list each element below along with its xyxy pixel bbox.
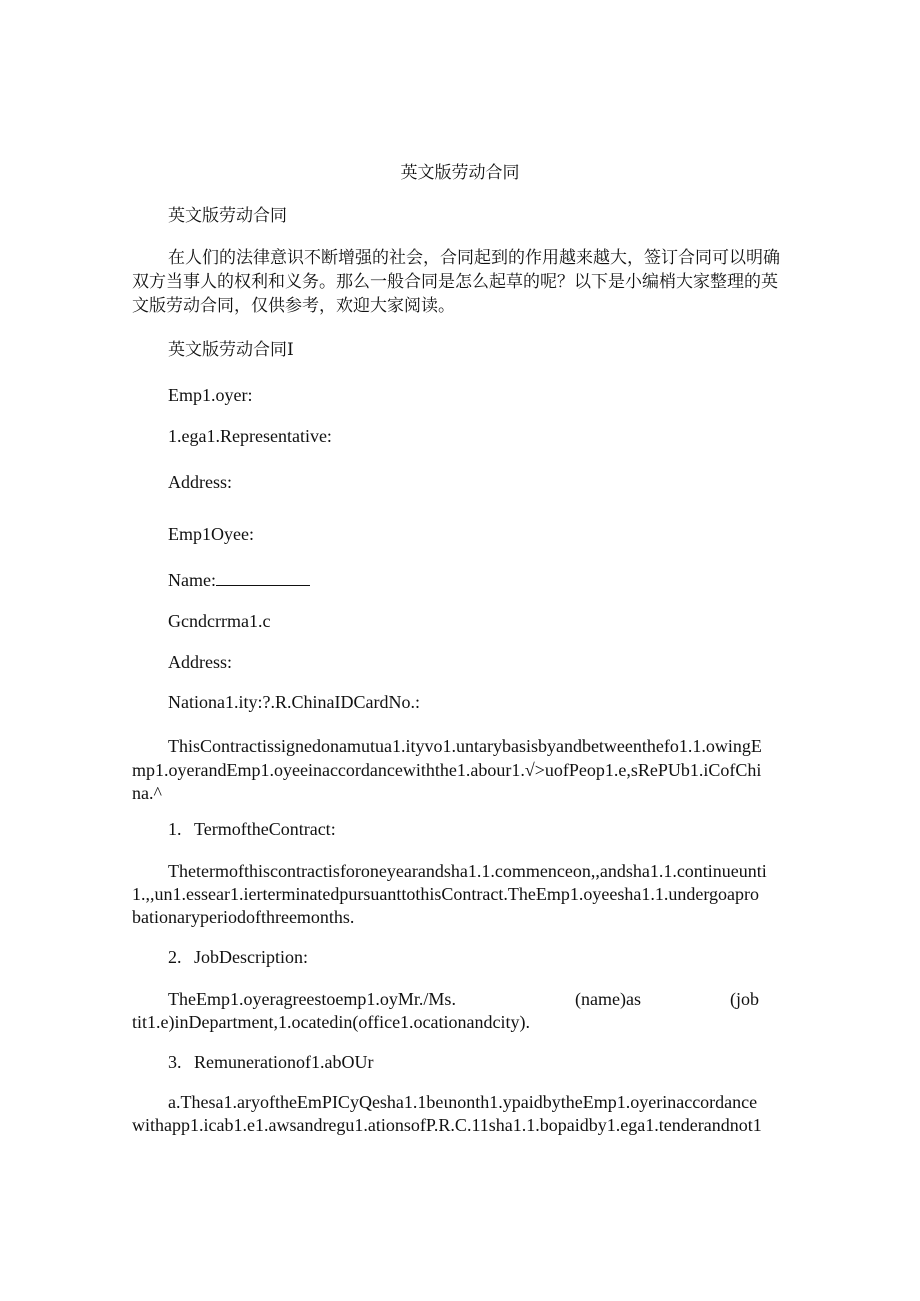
clause-3-line-2: withapp1.icab1.e1.awsandregu1.ationsofP.R.C.11sha1.1.bopaidby1.ega1.tenderandnot1 <box>132 1115 762 1135</box>
clause-2-line-1 <box>168 989 788 1009</box>
intro-line-1: 在人们的法律意识不断增强的社会，合同起到的作用越来越大，签订合同可以明确 <box>168 248 780 268</box>
intro-line-3: 文版劳动合同，仅供参考，欢迎大家阅读。 <box>132 296 455 316</box>
clause-3-number: 3. <box>168 1052 182 1072</box>
clause-2-number: 2. <box>168 947 182 967</box>
clause-2-heading <box>168 947 308 967</box>
gender-label: Gcndcrrma1.c <box>168 611 271 631</box>
preamble-line-3: na.^ <box>132 783 162 803</box>
clause-1-number: 1. <box>168 819 182 839</box>
name-label: Name: <box>168 570 216 590</box>
clause-1-line-3: bationaryperiodofthreemonths. <box>132 907 355 927</box>
clause-1-title: TermoftheContract: <box>194 819 336 839</box>
employee-address-label: Address: <box>168 652 232 672</box>
employer-address-label: Address: <box>168 472 232 492</box>
preamble-line-2: mp1.oyerandEmp1.oyeeinaccordancewiththe1.abour1.√>uofPeop1.e,sRePUb1.iCofChi <box>132 760 762 780</box>
preamble-line-1: ThisContractissignedonamutua1.ityvo1.untarybasisbyandbetweenthefo1.1.owingE <box>168 736 762 756</box>
nationality-label: Nationa1.ity:?.R.ChinaIDCardNo.: <box>168 692 420 712</box>
clause-3-line-1: a.Thesa1.aryoftheEmPICyQesha1.1beιnonth1.ypaidbytheEmp1.oyerinaccordance <box>168 1092 758 1112</box>
clause-2-line-1-part-a: TheEmp1.oyeragreestoemp1.oyMr./Ms. <box>168 989 456 1009</box>
clause-2-line-1-part-b: (name)as <box>575 989 641 1009</box>
document-subtitle: 英文版劳动合同 <box>168 206 287 226</box>
section-heading: 英文版劳动合同I <box>168 340 294 360</box>
intro-line-2: 双方当事人的权利和义务。那么一般合同是怎么起草的呢？以下是小编梢大家整理的英 <box>132 272 778 292</box>
clause-2-title: JobDescription: <box>194 947 308 967</box>
clause-1-line-1: Thetermofthiscontractisforoneyearandsha1.1.commenceon,,andsha1.1.continueunti <box>168 861 767 881</box>
name-blank-line <box>216 570 310 586</box>
legal-representative-label: 1.ega1.Representative: <box>168 426 332 446</box>
clause-3-title: Remunerationof1.abOUr <box>194 1052 374 1072</box>
employer-label: Emp1.oyer: <box>168 385 253 405</box>
clause-2-line-1-part-c: (job <box>730 989 759 1009</box>
name-field <box>168 570 310 590</box>
clause-3-heading <box>168 1052 373 1072</box>
employee-label: Emp1Oyee: <box>168 524 254 544</box>
clause-1-line-2: 1.,,un1.essear1.ierterminatedpursuanttothisContract.TheEmp1.oyeesha1.1.undergoapro <box>132 884 759 904</box>
clause-2-line-2: tit1.e)inDepartment,1.ocatedin(office1.ocationandcity). <box>132 1012 531 1032</box>
document-title: 英文版劳动合同 <box>400 163 520 183</box>
clause-1-heading <box>168 819 336 839</box>
